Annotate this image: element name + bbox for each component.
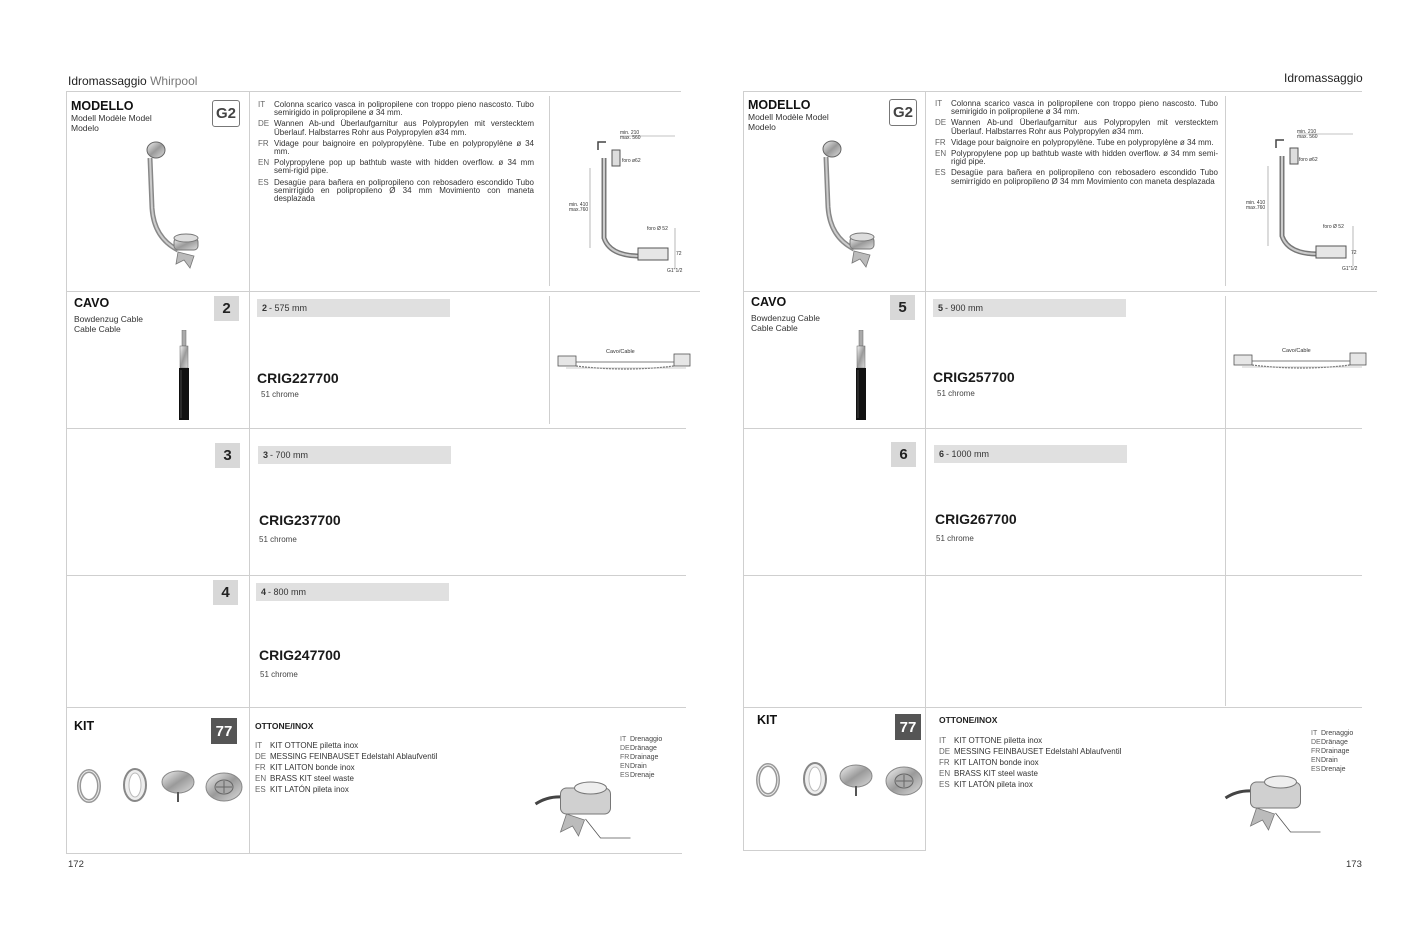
drawing-label-minmax2: min. 410 max.760 [569, 202, 589, 213]
cable-drawing-label: Cavo/Cable [606, 349, 635, 355]
kit-drain-grate-image [204, 770, 244, 804]
right-modello-subtitle-2: Modelo [748, 122, 776, 132]
kit-ring-image-right [755, 762, 781, 798]
desc-row-de-right: DE Wannen Ab-und Überlaufgarnitur aus Polypropylen mit verstecktem Überlauf. Halbstarres Rohr aus Polypropylen ø34 mm. [935, 118, 1218, 136]
right-kit-title: KIT [757, 713, 778, 727]
right-modello-badge: G2 [889, 99, 917, 126]
product-code-6: CRIG267700 [935, 511, 1017, 527]
left-kit-material: OTTONE/INOX [255, 721, 314, 731]
drain-product-image [518, 774, 643, 844]
left-modello-subtitle [71, 113, 152, 133]
drawing-label-thread-right: G1"1/2 [1342, 266, 1358, 272]
finish-4: 51 chrome [260, 670, 298, 679]
right-modello-subtitle [748, 112, 829, 132]
drawing-label-minmax2-right: min. 410 max.760 [1246, 200, 1266, 211]
drawing-label-foro62: foro ø62 [622, 158, 641, 164]
drawing-label-72-right: 72 [1351, 250, 1357, 256]
product-code-5: CRIG257700 [933, 369, 1015, 385]
product-code-2: CRIG227700 [257, 370, 339, 386]
right-page-number: 173 [1346, 859, 1362, 870]
right-kit-list [939, 735, 1121, 790]
desc-row-en-right: EN Polypropylene pop up bathtub waste with hidden overflow. ø 34 mm semi-rigid pipe. [935, 149, 1218, 167]
variant-badge-5: 5 [890, 295, 915, 320]
desc-row-it-right: IT Colonna scarico vasca in polipropilene con troppo pieno nascosto. Tubo semirigido in polipropilene ø 34 mm. [935, 99, 1218, 117]
kit-sleeve-image [120, 766, 150, 804]
kit-item-de: DE MESSING FEINBAUSET Edelstahl Ablaufventil [255, 752, 438, 761]
desc-row-es-right: ES Desagüe para bañera en polipropileno con rebosadero escondido Tubo semirrígido en polipropileno Ø 34 mm Movimiento con maneta desplazada [935, 168, 1218, 186]
desc-row-es: ES Desagüe para bañera en polipropileno con rebosadero escondido Tubo semirrígido en polipropileno Ø 34 mm Movimiento con maneta desplazada [258, 177, 534, 204]
kit-item-fr-right: FR KIT LAITON bonde inox [939, 758, 1039, 767]
left-cavo-subtitle-1: Bowdenzug Cable [74, 314, 143, 324]
kit-item-es: ES KIT LATÓN pileta inox [255, 785, 349, 794]
drawing-label-foro62-right: foro ø62 [1299, 157, 1318, 163]
left-cavo-subtitle-2: Cable Cable [74, 324, 121, 334]
length-bar-3: 3 - 700 mm [258, 446, 451, 464]
product-code-4: CRIG247700 [259, 647, 341, 663]
left-kit-list [255, 740, 437, 795]
kit-item-de-right: DE MESSING FEINBAUSET Edelstahl Ablaufventil [939, 747, 1122, 756]
right-cavo-subtitle-2: Cable Cable [751, 323, 798, 333]
drawing-label-minmax: min. 210 max. 560 [620, 130, 641, 141]
length-bar-4: 4 - 800 mm [256, 583, 449, 601]
left-modello-subtitle-1: Modell Modèle Model [71, 113, 152, 123]
drawing-label-foro52: foro Ø 52 [647, 226, 668, 232]
finish-3: 51 chrome [259, 535, 297, 544]
kit-item-en-right: EN BRASS KIT steel waste [939, 769, 1038, 778]
finish-6: 51 chrome [936, 534, 974, 543]
right-drain-labels: IT Drenaggio DEDränage FRDrainage ENDrain ESDrenaje [1311, 730, 1354, 773]
left-modello-subtitle-2: Modelo [71, 123, 99, 133]
kit-plug-image-right [838, 762, 874, 798]
kit-sleeve-image-right [800, 760, 830, 798]
left-modello-badge: G2 [212, 100, 240, 127]
cable-product-image-right [851, 330, 871, 420]
finish-5: 51 chrome [937, 389, 975, 398]
right-kit-badge: 77 [895, 714, 921, 740]
left-description [258, 101, 534, 206]
drawing-label-foro52-right: foro Ø 52 [1323, 224, 1344, 230]
kit-item-en: EN BRASS KIT steel waste [255, 774, 354, 783]
waste-product-image [118, 138, 218, 278]
left-header [68, 74, 197, 88]
waste-product-image-right [794, 137, 894, 277]
desc-row-en: EN Polypropylene pop up bathtub waste with hidden overflow. ø 34 mm semi-rigid pipe. [258, 158, 534, 176]
left-cavo-title: CAVO [74, 296, 110, 310]
cable-product-image [174, 330, 194, 420]
kit-item-fr: FR KIT LAITON bonde inox [255, 763, 355, 772]
left-kit-title: KIT [74, 719, 95, 733]
desc-row-it: IT Colonna scarico vasca in polipropilene con troppo pieno nascosto. Tubo semirigido in polipropilene ø 34 mm. [258, 100, 534, 118]
right-modello-subtitle-1: Modell Modèle Model [748, 112, 829, 122]
left-page-number: 172 [68, 859, 84, 870]
kit-item-it-right: IT KIT OTTONE piletta inox [939, 736, 1043, 745]
left-modello-title: MODELLO [71, 99, 134, 113]
right-cavo-subtitle-1: Bowdenzug Cable [751, 313, 820, 323]
finish-2: 51 chrome [261, 390, 299, 399]
right-cavo-title: CAVO [751, 295, 787, 309]
drawing-label-72: 72 [676, 251, 682, 257]
desc-row-fr-right: FR Vidage pour baignoire en polypropylène. Tube en polypropylène ø 34 mm. [935, 137, 1214, 147]
kit-drain-grate-image-right [884, 764, 924, 798]
left-cavo-subtitle [74, 314, 143, 334]
right-kit-material: OTTONE/INOX [939, 715, 998, 725]
drain-product-image-right [1208, 768, 1333, 838]
variant-badge-2: 2 [214, 296, 239, 321]
length-bar-6: 6 - 1000 mm [934, 445, 1127, 463]
kit-item-it: IT KIT OTTONE piletta inox [255, 741, 359, 750]
kit-ring-image [76, 768, 102, 804]
right-cavo-subtitle [751, 313, 820, 333]
left-drain-labels: IT Drenaggio DEDränage FRDrainage ENDrain ESDrenaje [620, 736, 663, 779]
left-header-title: Idromassaggio [68, 74, 147, 88]
left-kit-badge: 77 [211, 718, 237, 744]
variant-badge-3: 3 [215, 443, 240, 468]
cable-drawing-label-right: Cavo/Cable [1282, 348, 1311, 354]
left-header-subtitle: Whirpool [150, 74, 198, 88]
length-bar-5: 5 - 900 mm [933, 299, 1126, 317]
desc-row-de: DE Wannen Ab-und Überlaufgarnitur aus Polypropylen mit verstecktem Überlauf. Halbstarres Rohr aus Polypropylen ø34 mm. [258, 119, 534, 137]
right-modello-title: MODELLO [748, 98, 811, 112]
length-bar-2: 2 - 575 mm [257, 299, 450, 317]
kit-item-es-right: ES KIT LATÓN pileta inox [939, 780, 1033, 789]
right-description [935, 100, 1218, 189]
kit-plug-image [160, 768, 196, 804]
variant-badge-4: 4 [213, 580, 238, 605]
drawing-label-minmax-right: min. 210 max. 560 [1297, 129, 1318, 140]
variant-badge-6: 6 [891, 442, 916, 467]
product-code-3: CRIG237700 [259, 512, 341, 528]
right-header-title: Idromassaggio [1284, 71, 1363, 85]
drawing-label-thread: G1"1/2 [667, 268, 683, 274]
desc-row-fr: FR Vidage pour baignoire en polypropylène. Tube en polypropylène ø 34 mm. [258, 138, 534, 157]
